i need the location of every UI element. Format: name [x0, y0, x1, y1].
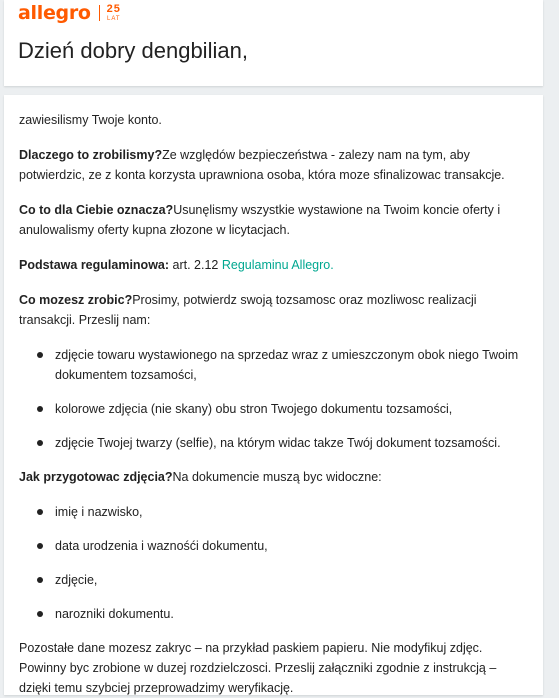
basis-paragraph — [19, 255, 528, 275]
list-item: narozniki dokumentu. — [55, 604, 528, 624]
list-item: zdjęcie Twojej twarzy (selfie), na którym widac takze Twój dokument tozsamości. — [55, 433, 528, 453]
send-list — [19, 345, 528, 453]
list-item: imię i nazwisko, — [55, 502, 528, 522]
todo-label: Co mozesz zrobic? — [19, 293, 133, 307]
greeting-heading: Dzień dobry dengbilian, — [18, 38, 248, 63]
intro-paragraph: zawiesilismy Twoje konto. — [19, 113, 162, 127]
list-item: zdjęcie, — [55, 570, 528, 590]
why-label: Dlaczego to zrobilismy? — [19, 148, 163, 162]
basis-text: art. 2.12 — [169, 258, 222, 272]
list-item: data urodzenia i waznośći dokumentu, — [55, 536, 528, 556]
list-item: zdjęcie towaru wystawionego na sprzedaz wraz z umieszczonym obok niego Twoim dokumentem tozsamości, — [55, 345, 528, 385]
logo-wordmark: allegro — [18, 2, 91, 24]
email-body — [4, 95, 543, 695]
visible-fields-list — [19, 502, 528, 624]
prep-text: Na dokumencie muszą byc widoczne: — [172, 470, 382, 484]
logo-separator — [99, 5, 100, 21]
prep-label: Jak przygotowac zdjęcia? — [19, 470, 173, 484]
todo-paragraph — [19, 290, 528, 330]
why-paragraph — [19, 145, 528, 185]
why-text: Ze względów bezpieczeństwa - zalezy nam na tym, aby potwierdzic, ze z konta korzysta uprawniona osoba, która moze sfinalizowac transakcje. — [19, 148, 505, 182]
anniversary-number: 25 — [106, 3, 121, 15]
meaning-text: Usunęlismy wszystkie wystawione na Twoim koncie oferty i anulowalismy oferty kupna złozone w licytacjach. — [19, 203, 501, 237]
meaning-label: Co to dla Ciebie oznacza? — [19, 203, 174, 217]
todo-text: Prosimy, potwierdz swoją tozsamosc oraz mozliwosc realizacji transakcji. Przeslij nam: — [19, 293, 477, 327]
basis-label: Podstawa regulaminowa: — [19, 258, 170, 272]
regulations-link[interactable]: Regulaminu Allegro. — [221, 258, 334, 272]
closing-paragraph: Pozostałe dane mozesz zakryc – na przykład paskiem papieru. Nie modyfikuj zdjęc. Powinny byc zrobione w duzej rozdzielczosci. Przeslij załączniki zgodnie z instrukcją – dzięki temu szybciej przeprowadzimy weryfikację. — [19, 641, 497, 695]
email-header — [4, 0, 543, 86]
prep-paragraph — [19, 467, 528, 487]
anniversary-badge — [107, 4, 121, 22]
anniversary-label: LAT — [107, 16, 121, 22]
meaning-paragraph — [19, 200, 528, 240]
list-item: kolorowe zdjęcia (nie skany) obu stron Twojego dokumentu tozsamości, — [55, 399, 528, 419]
allegro-logo[interactable] — [18, 3, 121, 23]
